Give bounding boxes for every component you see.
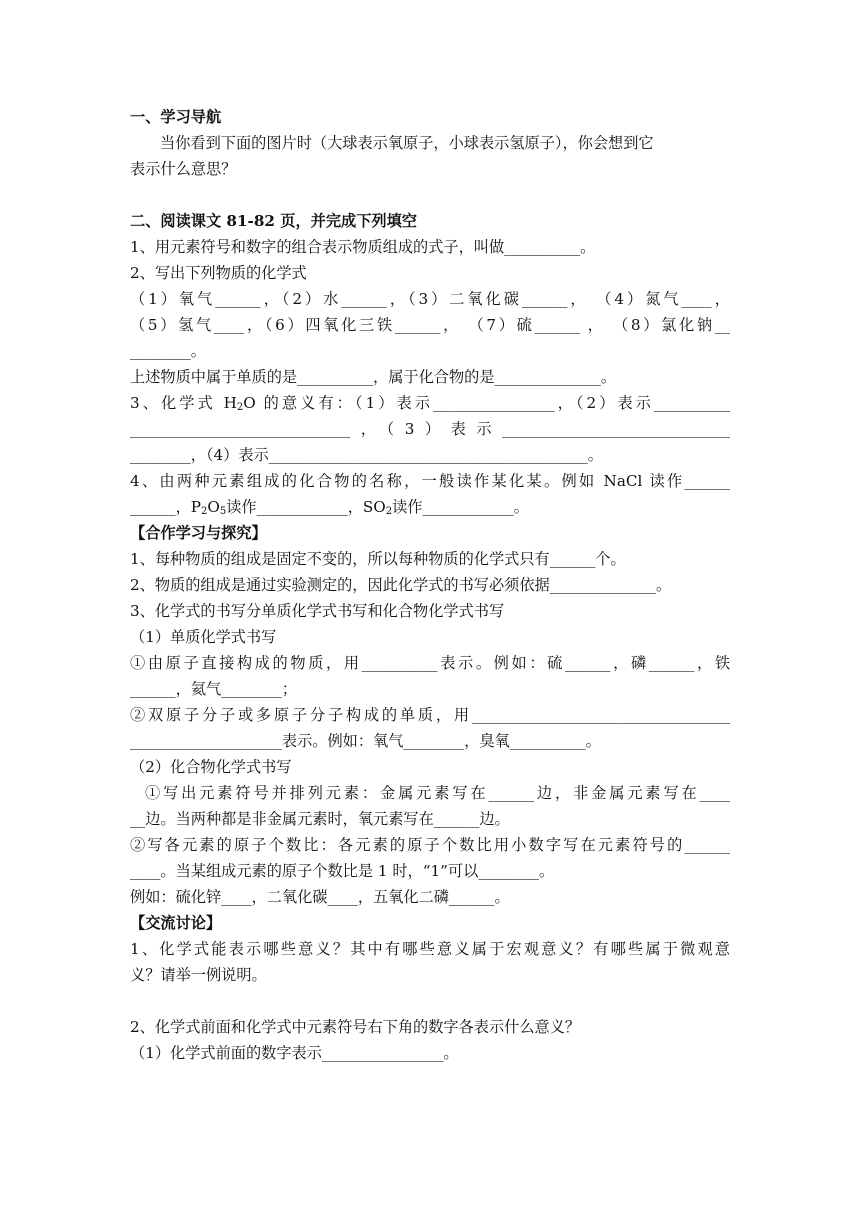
question-3-line-2: _____________________________，（3）表示______________________________ (130, 420, 730, 438)
cooperative-3-d-line-2: ____。当某组成元素的原子个数比是 1 时，“1”可以________。 (130, 862, 555, 880)
cooperative-1: 1、每种物质的组成是固定不变的，所以每种物质的化学式只有______个。 (130, 550, 626, 568)
question-1: 1、用元素符号和数字的组合表示物质组成的式子，叫做__________。 (130, 238, 596, 256)
spacer (130, 988, 730, 1014)
cooperative-3-a-line-1: ①由原子直接构成的物质，用__________表示。例如：硫______，磷______，铁 (130, 654, 730, 672)
q3-pre: 3、化学式 H (130, 394, 237, 412)
cooperative-3-a-line-2: ______，氦气________； (130, 680, 298, 698)
q4-part-d: 读作____________。 (392, 498, 529, 516)
section-heading-reading: 二、阅读课文 81-82 页，并完成下列填空 (130, 212, 417, 230)
q4-sub-3: 2 (385, 506, 393, 517)
question-4-line-2 (130, 494, 730, 520)
cooperative-3-d-line-1: ②写各元素的原子个数比：各元素的原子个数比用小数字写在元素符号的______ (130, 836, 730, 854)
q4-sub-2: 5 (219, 506, 227, 517)
cooperative-3-e: 例如：硫化锌____，二氧化碳____，五氧化二磷______。 (130, 888, 510, 906)
worksheet-page (130, 104, 730, 1066)
cooperative-3-b-line-1: ②双原子分子或多原子分子构成的单质，用__________________________________ (130, 706, 730, 724)
intro-line-1: 当你看到下面的图片时（大球表示氧原子，小球表示氢原子），你会想到它 (160, 134, 654, 152)
question-2-line-3: ________。 (130, 342, 206, 360)
question-2-line-2: （5）氢气____，（6）四氧化三铁______， （7）硫______ ， （8）氯化钠__ (130, 316, 730, 334)
question-2-line-1: （1）氧气______，（2）水______，（3）二氧化碳______， （4）氮气____， (130, 290, 730, 308)
section-heading-study-guide: 一、学习导航 (130, 108, 222, 126)
q4-part-a: ______，P (130, 498, 201, 516)
q3-subscript: 2 (236, 402, 244, 413)
question-3-line-1 (130, 390, 730, 416)
q3-post: O 的意义有：（1）表示________________，（2）表示__________ (243, 394, 730, 412)
discussion-1-line-1: 1、化学式能表示哪些意义？其中有哪些意义属于宏观意义？有哪些属于微观意 (130, 940, 730, 958)
question-3-line-3: ________，（4）表示__________________________________________。 (130, 446, 603, 464)
section-heading-cooperative: 【合作学习与探究】 (130, 524, 267, 542)
cooperative-3-2: （2）化合物化学式书写 (130, 758, 292, 776)
cooperative-3-c-line-1: ①写出元素符号并排列元素：金属元素写在______边，非金属元素写在____ (145, 784, 730, 802)
q4-sub-1: 2 (200, 506, 208, 517)
discussion-2-1: （1）化学式前面的数字表示________________。 (130, 1044, 459, 1062)
cooperative-3-1: （1）单质化学式书写 (130, 628, 277, 646)
q4-part-c: 读作____________，SO (226, 498, 386, 516)
intro-line-2: 表示什么意思？ (130, 160, 237, 178)
question-4-line-1: 4、由两种元素组成的化合物的名称，一般读作某化某。例如 NaCl 读作______ (130, 472, 730, 490)
discussion-2: 2、化学式前面和化学式中元素符号右下角的数字各表示什么意义？ (130, 1018, 581, 1036)
cooperative-3-b-line-2: ____________________表示。例如：氧气________，臭氧__________。 (130, 732, 601, 750)
q4-part-b: O (207, 498, 220, 516)
section-heading-discussion: 【交流讨论】 (130, 914, 222, 932)
cooperative-3-c-line-2: __边。当两种都是非金属元素时，氧元素写在______边。 (130, 810, 510, 828)
question-2: 2、写出下列物质的化学式 (130, 264, 307, 282)
cooperative-3: 3、化学式的书写分单质化学式书写和化合物化学式书写 (130, 602, 505, 620)
spacer (130, 182, 730, 208)
discussion-1-line-2: 义？请举一例说明。 (130, 966, 267, 984)
cooperative-2: 2、物质的组成是通过实验测定的，因此化学式的书写必须依据______________。 (130, 576, 672, 594)
question-2-line-4: 上述物质中属于单质的是__________，属于化合物的是______________。 (130, 368, 616, 386)
